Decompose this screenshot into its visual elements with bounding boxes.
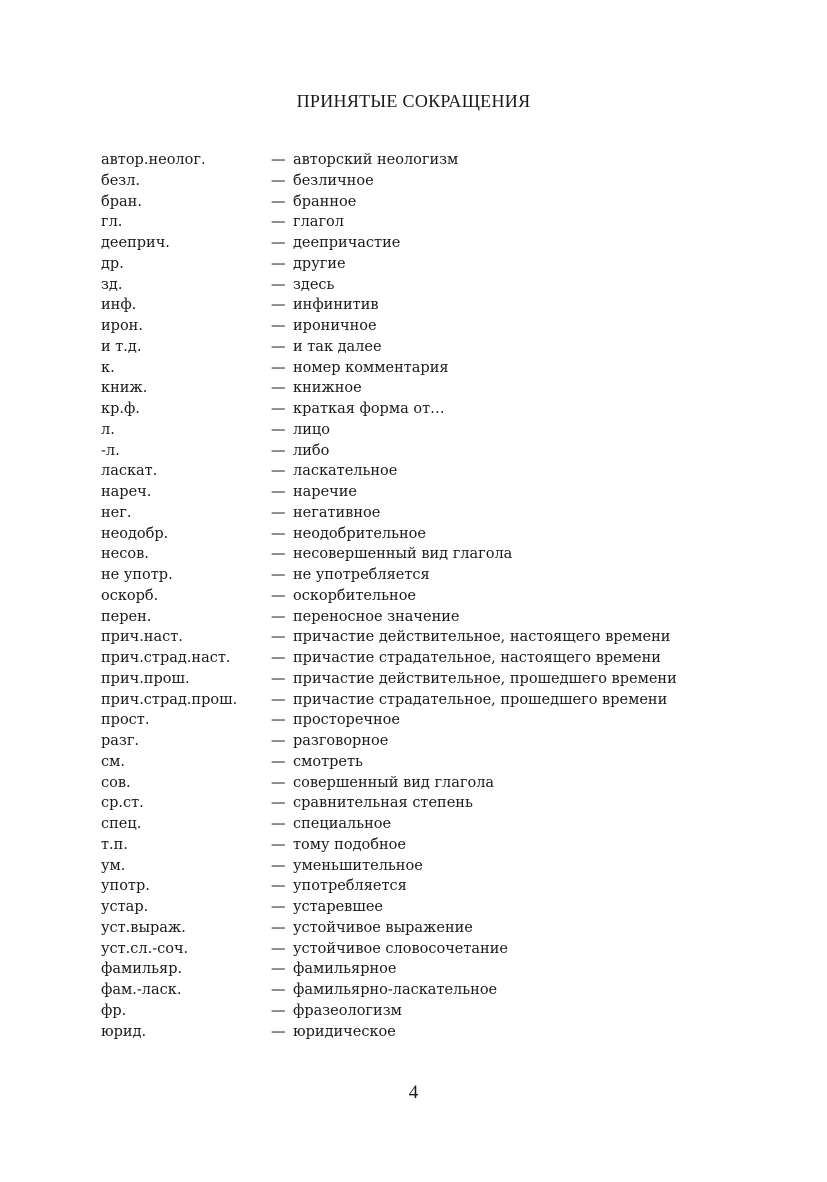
abbreviation-definition: здесь [293,276,335,293]
abbreviation-row [101,399,741,420]
abbreviation-row [101,565,741,586]
abbreviation-definition: разговорное [293,733,389,749]
abbreviation-row [101,876,741,897]
abbreviation-definition: наречие [293,484,358,500]
abbreviation-row [101,254,741,275]
abbreviation-row [101,295,741,316]
abbreviation-dash: — [271,214,286,231]
abbreviation-term: уст.выраж. [101,919,186,936]
abbreviation-dash: — [271,712,286,729]
abbreviation-term: инф. [101,297,137,314]
abbreviation-dash: — [271,338,286,355]
abbreviation-definition: лицо [293,421,330,438]
abbreviation-definition: краткая форма от… [293,401,445,417]
abbreviation-dash: — [271,276,286,293]
abbreviation-dash: — [271,567,286,583]
abbreviation-dash: — [271,401,286,417]
abbreviation-definition: смотреть [293,753,363,770]
abbreviation-term: кр.ф. [101,401,140,417]
abbreviation-dash: — [271,608,286,625]
abbreviation-dash: — [271,463,286,480]
abbreviation-dash: — [271,380,286,397]
abbreviation-row [101,773,741,794]
abbreviation-dash: — [271,816,286,832]
abbreviation-definition: причастие действительное, настоящего времени [293,629,671,646]
abbreviation-dash: — [271,1002,286,1019]
abbreviation-dash: — [271,421,286,438]
abbreviation-definition: безличное [293,172,374,189]
abbreviation-row [101,233,741,254]
abbreviation-definition: причастие действительное, прошедшего времени [293,670,677,687]
abbreviation-dash: — [271,836,286,853]
abbreviation-dash: — [271,484,286,500]
abbreviation-dash: — [271,442,286,459]
abbreviation-row [101,939,741,960]
abbreviation-term: прост. [101,712,150,729]
abbreviation-term: несов. [101,546,149,563]
abbreviation-row [101,482,741,503]
abbreviation-dash: — [271,318,286,334]
abbreviation-definition: употребляется [293,878,407,895]
abbreviation-term: бран. [101,193,142,210]
abbreviation-term: устар. [101,899,149,915]
abbreviation-row [101,212,741,233]
abbreviation-definition: причастие страдательное, прошедшего времени [293,691,668,708]
abbreviation-row [101,959,741,980]
abbreviation-row [101,731,741,752]
abbreviation-definition: номер комментария [293,359,449,376]
abbreviation-term: зд. [101,276,123,293]
abbreviation-row [101,171,741,192]
abbreviation-definition: переносное значение [293,608,460,625]
abbreviation-definition: ироничное [293,318,377,334]
abbreviation-dash: — [271,795,286,812]
abbreviation-definition: бранное [293,193,357,210]
abbreviation-row [101,980,741,1001]
abbreviation-term: прич.наст. [101,629,183,646]
abbreviation-definition: тому подобное [293,836,406,853]
abbreviation-term: оскорб. [101,587,159,604]
abbreviation-term: см. [101,753,126,770]
abbreviation-term: и т.д. [101,338,142,355]
abbreviation-term: прич.страд.наст. [101,650,231,666]
abbreviation-term: -л. [101,442,120,459]
abbreviation-term: разг. [101,733,140,749]
abbreviation-definition: причастие страдательное, настоящего времени [293,650,661,666]
abbreviation-term: перен. [101,608,152,625]
abbreviation-dash: — [271,255,286,272]
abbreviation-term: нег. [101,504,132,521]
abbreviation-dash: — [271,753,286,770]
abbreviation-row [101,627,741,648]
abbreviation-term: ум. [101,857,126,874]
abbreviation-term: безл. [101,172,141,189]
abbreviation-term: книж. [101,380,148,397]
abbreviation-dash: — [271,650,286,666]
abbreviation-definition: уменьшительное [293,857,423,874]
abbreviation-term: употр. [101,878,150,895]
abbreviation-row [101,150,741,171]
abbreviation-definition: несовершенный вид глагола [293,546,513,563]
abbreviation-definition: фамильярное [293,961,397,978]
abbreviation-definition: неодобрительное [293,525,426,542]
abbreviation-dash: — [271,546,286,563]
abbreviation-row [101,793,741,814]
abbreviation-row [101,316,741,337]
abbreviation-row [101,648,741,669]
abbreviation-definition: сравнительная степень [293,795,473,812]
abbreviation-row [101,420,741,441]
abbreviation-term: ирон. [101,318,143,334]
abbreviation-definition: и так далее [293,338,382,355]
abbreviation-definition: специальное [293,816,392,832]
abbreviation-dash: — [271,899,286,915]
abbreviation-row [101,607,741,628]
abbreviation-dash: — [271,359,286,376]
abbreviation-dash: — [271,504,286,521]
abbreviation-definition: авторский неологизм [293,152,459,168]
abbreviation-term: юрид. [101,1023,147,1040]
abbreviation-row [101,1022,741,1043]
abbreviation-term: ср.ст. [101,795,144,812]
abbreviation-definition: негативное [293,504,381,521]
abbreviation-term: сов. [101,774,131,791]
abbreviation-definition: устойчивое выражение [293,919,473,936]
abbreviation-row [101,897,741,918]
abbreviation-definition: либо [293,442,330,459]
abbreviation-dash: — [271,235,286,251]
abbreviation-row [101,461,741,482]
abbreviation-definition: просторечное [293,712,400,729]
page-number: 4 [408,1082,419,1103]
abbreviation-term: прич.страд.прош. [101,691,238,708]
abbreviation-definition: оскорбительное [293,587,417,604]
abbreviation-definition: фамильярно-ласкательное [293,982,498,998]
abbreviation-row [101,918,741,939]
abbreviation-row [101,586,741,607]
abbreviation-row [101,441,741,462]
abbreviation-term: спец. [101,816,142,832]
abbreviation-term: автор.неолог. [101,152,206,168]
abbreviation-dash: — [271,857,286,874]
abbreviation-row [101,378,741,399]
abbreviation-dash: — [271,152,286,168]
abbreviation-row [101,275,741,296]
abbreviation-definition: устойчивое словосочетание [293,940,508,957]
abbreviation-term: т.п. [101,836,128,853]
abbreviation-definition: не употребляется [293,567,430,583]
abbreviation-definition: юридическое [293,1023,396,1040]
abbreviation-definition: совершенный вид глагола [293,774,495,791]
abbreviation-row [101,524,741,545]
abbreviation-dash: — [271,587,286,604]
abbreviation-term: неодобр. [101,525,169,542]
abbreviation-dash: — [271,733,286,749]
abbreviation-row [101,835,741,856]
abbreviation-dash: — [271,691,286,708]
abbreviation-dash: — [271,172,286,189]
abbreviation-term: фамильяр. [101,961,183,978]
abbreviation-list [101,150,741,1042]
abbreviation-dash: — [271,878,286,895]
abbreviation-dash: — [271,525,286,542]
abbreviation-term: уст.сл.-соч. [101,940,189,957]
abbreviation-row [101,544,741,565]
abbreviation-row [101,337,741,358]
abbreviation-dash: — [271,961,286,978]
abbreviation-term: ласкат. [101,463,158,480]
abbreviation-dash: — [271,940,286,957]
abbreviation-definition: фразеологизм [293,1002,402,1019]
abbreviation-definition: книжное [293,380,362,397]
abbreviation-term: не употр. [101,567,173,583]
abbreviation-row [101,710,741,731]
page-title: ПРИНЯТЫЕ СОКРАЩЕНИЯ [296,91,531,111]
abbreviation-term: прич.прош. [101,670,190,687]
abbreviation-term: нареч. [101,484,152,500]
abbreviation-term: фр. [101,1002,127,1019]
abbreviation-term: др. [101,255,124,272]
abbreviation-row [101,814,741,835]
abbreviation-dash: — [271,982,286,998]
abbreviation-definition: другие [293,255,346,272]
abbreviation-definition: глагол [293,214,344,231]
abbreviation-definition: деепричастие [293,235,401,251]
abbreviation-definition: ласкательное [293,463,398,480]
abbreviation-row [101,503,741,524]
abbreviation-row [101,1001,741,1022]
abbreviation-dash: — [271,919,286,936]
abbreviation-row [101,358,741,379]
abbreviation-term: гл. [101,214,123,231]
abbreviation-term: дееприч. [101,235,170,251]
abbreviation-dash: — [271,670,286,687]
abbreviation-row [101,192,741,213]
abbreviation-term: фам.-ласк. [101,982,182,998]
abbreviation-row [101,669,741,690]
abbreviation-dash: — [271,1023,286,1040]
abbreviation-dash: — [271,629,286,646]
abbreviation-definition: устаревшее [293,899,383,915]
abbreviation-dash: — [271,297,286,314]
abbreviation-row [101,752,741,773]
abbreviation-row [101,856,741,877]
abbreviation-term: л. [101,421,115,438]
abbreviation-term: к. [101,359,115,376]
abbreviation-definition: инфинитив [293,297,379,314]
abbreviation-dash: — [271,774,286,791]
abbreviation-row [101,690,741,711]
abbreviation-dash: — [271,193,286,210]
